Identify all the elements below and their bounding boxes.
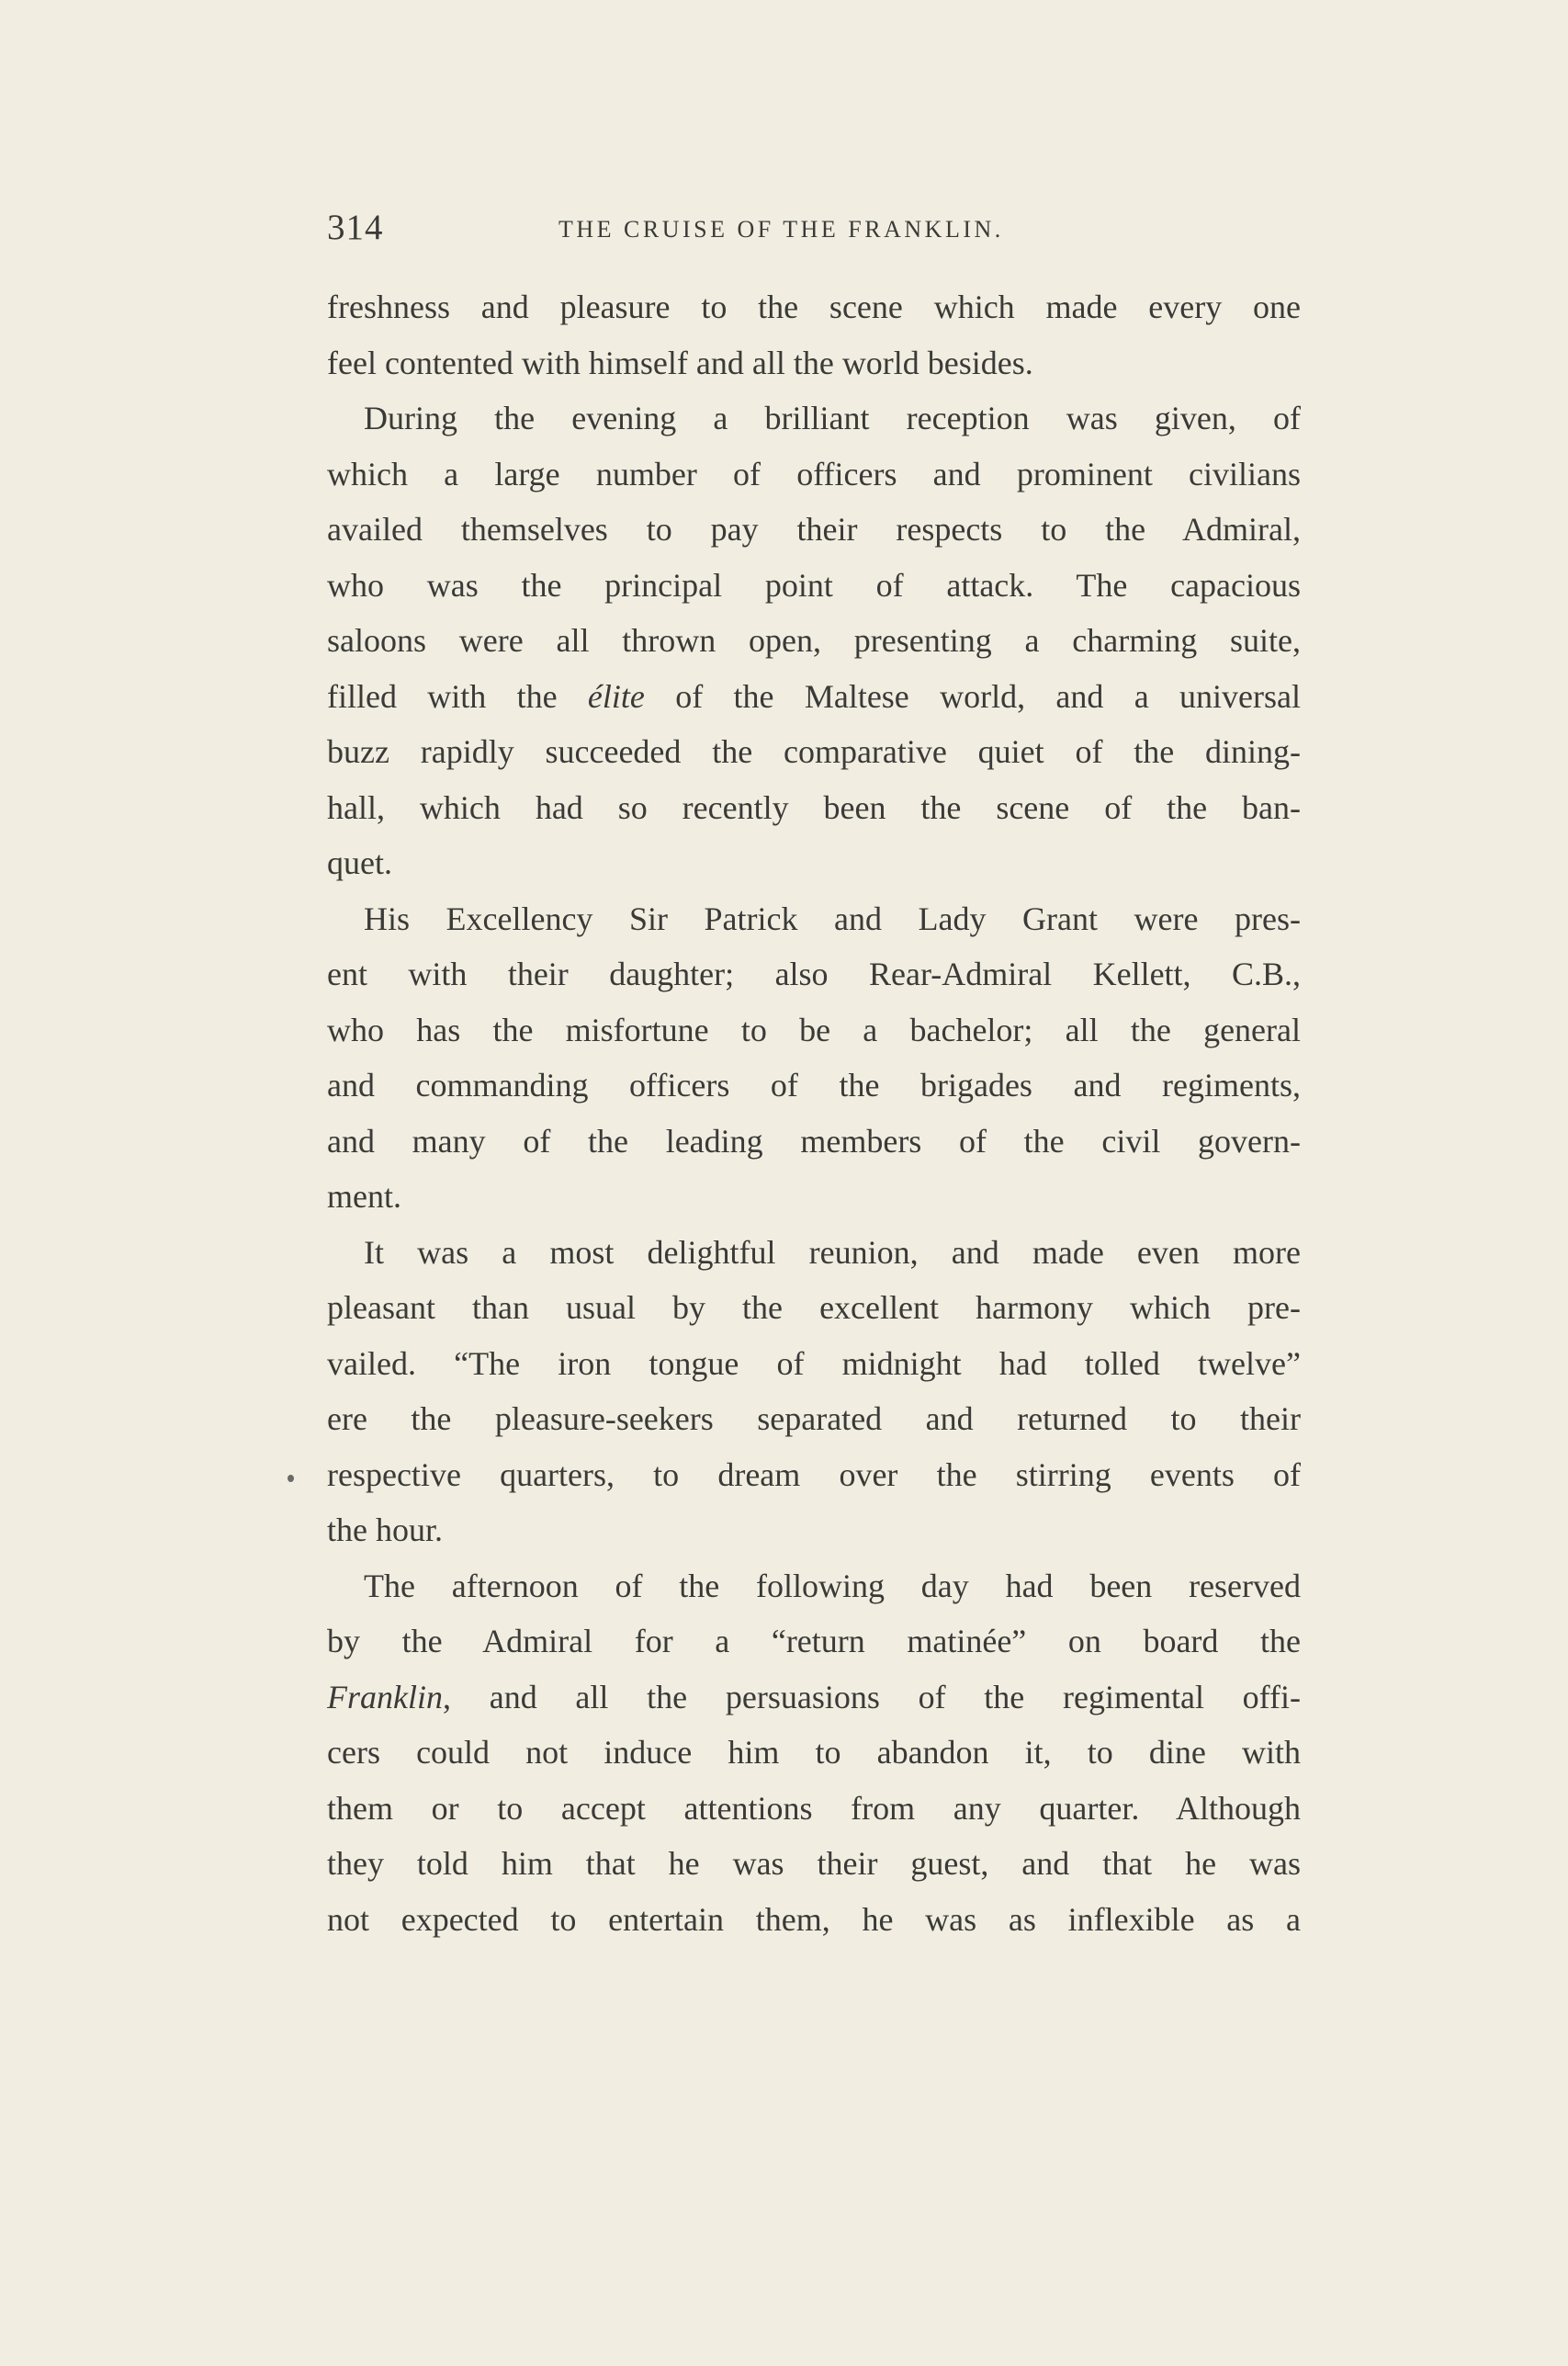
text-line bbox=[327, 1670, 1301, 1726]
text-line: saloons were all thrown open, presenting a charming suite, bbox=[327, 622, 1301, 659]
line-text: , and all the persuasions of the regimental offi- bbox=[442, 1678, 1301, 1715]
text-line: which a large number of officers and prominent civilians bbox=[327, 455, 1301, 492]
text-line: hall, which had so recently been the scene of the ban- bbox=[327, 788, 1301, 826]
text-line: not expected to entertain them, he was as inflexible as a bbox=[327, 1900, 1301, 1938]
running-head bbox=[327, 207, 1301, 262]
body-text bbox=[327, 279, 1301, 1947]
page-number: 314 bbox=[327, 208, 384, 247]
text-line: ment. bbox=[327, 1178, 401, 1215]
italic-word: Franklin bbox=[327, 1678, 443, 1715]
text-line: buzz rapidly succeeded the comparative quiet of the dining- bbox=[327, 733, 1301, 770]
text-line: who was the principal point of attack. The capacious bbox=[327, 566, 1301, 604]
text-line: vailed. “The iron tongue of midnight had tolled twelve” bbox=[327, 1344, 1301, 1382]
text-line: freshness and pleasure to the scene which made every one bbox=[327, 289, 1301, 325]
text-line: respective quarters, to dream over the stirring events of bbox=[327, 1455, 1301, 1493]
text-line: During the evening a brilliant reception was given, of bbox=[364, 400, 1301, 436]
line-text: filled with the bbox=[327, 677, 588, 715]
text-line: the hour. bbox=[327, 1511, 443, 1548]
text-line: availed themselves to pay their respects to the Admiral, bbox=[327, 511, 1301, 548]
text-line: His Excellency Sir Patrick and Lady Grant were pres- bbox=[364, 900, 1301, 937]
text-line: pleasant than usual by the excellent harmony which pre- bbox=[327, 1289, 1301, 1326]
text-line: them or to accept attentions from any quarter. Although bbox=[327, 1789, 1301, 1827]
text-line: It was a most delightful reunion, and made even more bbox=[364, 1233, 1301, 1271]
text-line: The afternoon of the following day had been reserved bbox=[364, 1567, 1301, 1604]
text-line: and commanding officers of the brigades and regiments, bbox=[327, 1067, 1301, 1104]
running-title: THE CRUISE OF THE FRANKLIN. bbox=[558, 216, 1004, 243]
ink-spot bbox=[288, 1475, 294, 1482]
text-line: cers could not induce him to abandon it, to dine with bbox=[327, 1734, 1301, 1771]
text-line: by the Admiral for a “return matinée” on board the bbox=[327, 1623, 1301, 1659]
text-line: who has the misfortune to be a bachelor; all the general bbox=[327, 1011, 1301, 1048]
text-line: they told him that he was their guest, and that he was bbox=[327, 1845, 1301, 1882]
text-line: quet. bbox=[327, 844, 392, 881]
italic-word: élite bbox=[587, 677, 645, 715]
text-line: ere the pleasure-seekers separated and returned to their bbox=[327, 1400, 1301, 1437]
text-line: and many of the leading members of the civil govern- bbox=[327, 1122, 1301, 1160]
text-line: feel contented with himself and all the world besides. bbox=[327, 344, 1033, 381]
text-line bbox=[327, 669, 1301, 725]
line-text: of the Maltese world, and a universal bbox=[644, 677, 1301, 715]
text-line: ent with their daughter; also Rear-Admiral Kellett, C.B., bbox=[327, 956, 1301, 992]
